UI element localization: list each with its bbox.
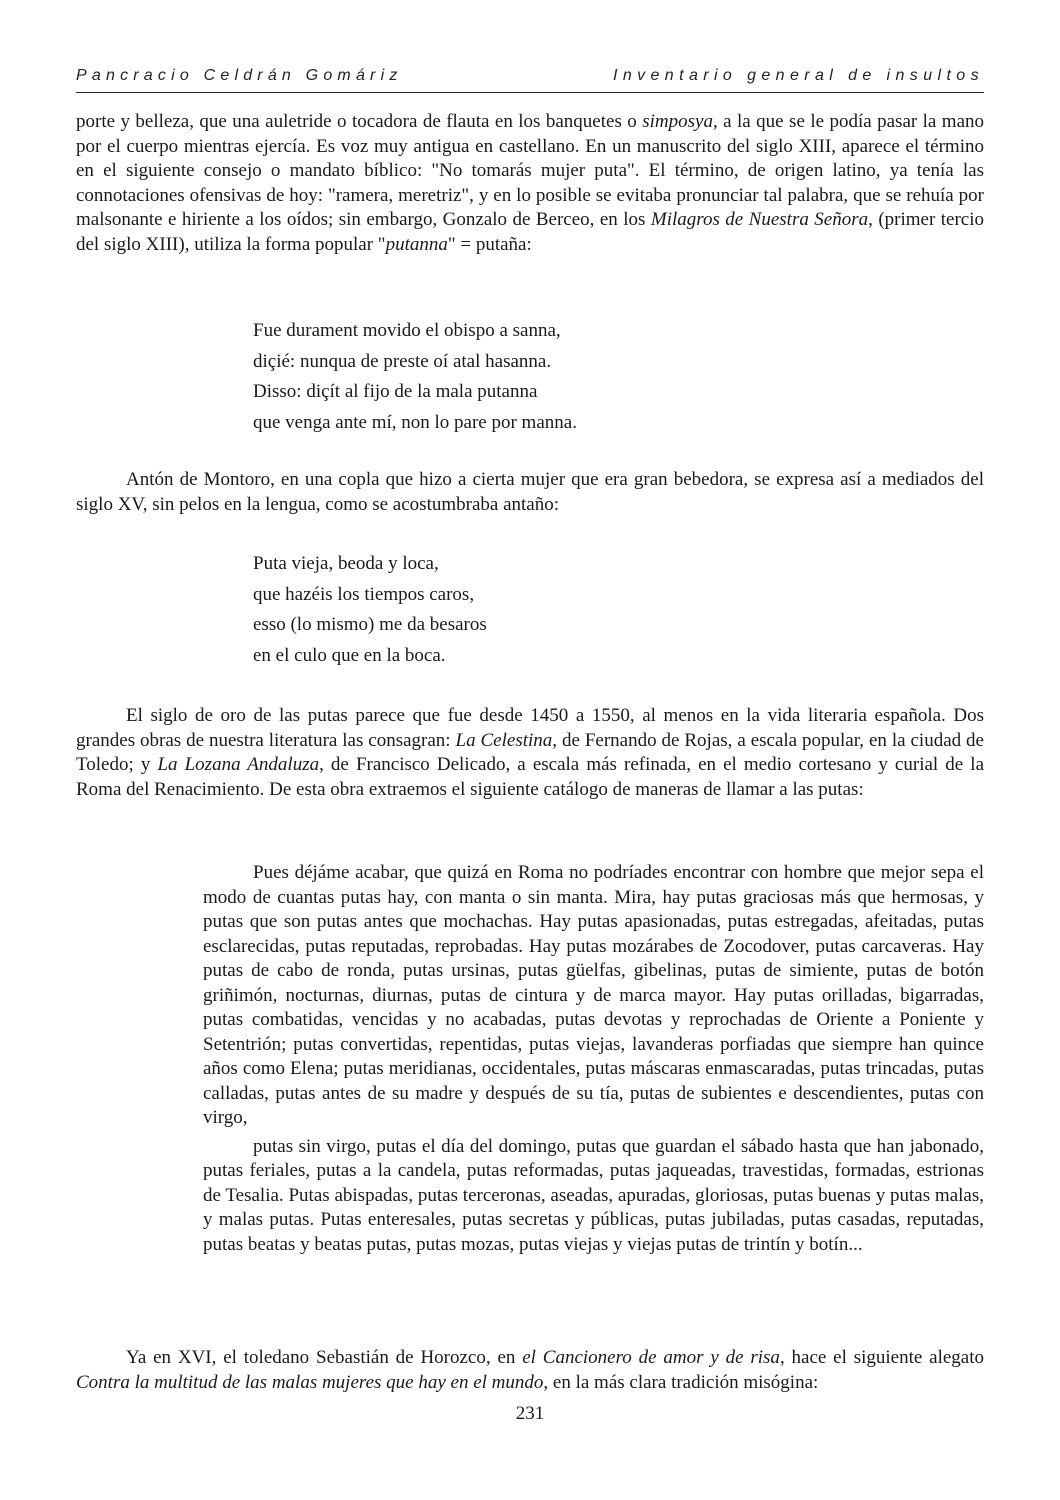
poem-line: en el culo que en la boca. <box>253 644 446 666</box>
text-run: porte y belleza, que una auletride o tocadora de flauta en los banquetes o <box>76 111 643 132</box>
text-run: Ya en XVI, el toledano Sebastián de Horozco, en <box>126 1347 523 1368</box>
poem-line: esso (lo mismo) me da besaros <box>253 614 487 635</box>
running-header <box>76 64 984 93</box>
quote-paragraph: Pues déjáme acabar, que quizá en Roma no podríades encontrar con hombre que mejor sepa el modo de cuantas putas hay, con manta o sin manta. Mira, hay putas graciosas más que hermosas, y putas que son putas antes que mochachas. Hay putas apasionadas, putas estregadas, afeitadas, putas esclarecidas, putas reputadas, reprobadas. Hay putas mozárabes de Zocodover, putas carcaveras. Hay putas de cabo de ronda, putas ursinas, putas güelfas, gibelinas, putas de simiente, putas de botón griñimón, nocturnas, diurnas, putas de cintura y de marca mayor. Hay putas orilladas, bigarradas, putas combatidas, vencidas y no acabadas, putas devotas y reprochadas de Oriente a Poniente y Setentrión; putas convertidas, repentidas, putas viejas, lavanderas porfiadas que siempre han quince años como Elena; putas meridianas, occidentales, putas máscaras enmascaradas, putas trincadas, putas calladas, putas antes de su madre y después de su tía, putas de subientes e descendientes, putas con virgo, <box>203 862 984 1128</box>
italic-work-title: el Cancionero de amor y de risa <box>522 1347 780 1368</box>
poem-berceo <box>253 316 577 438</box>
italic-work-title: Contra la multitud de las malas mujeres que hay en el mundo <box>76 1371 544 1393</box>
page-number: 231 <box>515 1403 545 1424</box>
paragraph-text: Antón de Montoro, en una copla que hizo a cierta mujer que era gran bebedora, se expresa así a mediados del siglo XV, sin pelos en la lengua, como se acostumbraba antaño: <box>76 469 984 515</box>
text-run: , de Fernando de Rojas, a escala popular, en la ciudad de Toledo; y <box>76 729 984 775</box>
text-run: , (primer tercio del siglo XIII), utiliza la forma popular " <box>76 209 984 255</box>
block-quote-lozana <box>203 861 984 1257</box>
text-run: , en la más clara tradición misógina: <box>543 1371 819 1393</box>
header-author: Pancracio Celdrán Gomáriz <box>76 67 403 84</box>
italic-work-title: La Celestina <box>455 729 553 751</box>
text-run: El siglo de oro de las putas parece que fue desde 1450 a 1550, al menos en la vida literaria española. Dos grandes obras de nuestra literatura las consagran: <box>76 705 984 751</box>
paragraph-3 <box>76 704 984 802</box>
paragraph-1 <box>76 110 984 257</box>
poem-line: Fue durament movido el obispo a sanna, <box>253 320 561 341</box>
italic-term: putanna <box>385 233 448 255</box>
paragraph-4 <box>76 1346 984 1395</box>
poem-line: diçié: nunqua de preste oí atal hasanna. <box>253 350 552 372</box>
italic-work-title: Milagros de Nuestra Señora <box>650 209 869 230</box>
poem-line: que venga ante mí, non lo pare por manna. <box>253 411 577 433</box>
header-book-title: Inventario general de insultos <box>612 67 984 84</box>
text-run: , hace el siguiente alegato <box>779 1347 984 1368</box>
poem-line: Disso: diçít al fijo de la mala putanna <box>253 381 538 402</box>
poem-line: que hazéis los tiempos caros, <box>253 583 475 605</box>
text-run: " = putaña: <box>447 233 532 255</box>
text-run: , de Francisco Delicado, a escala más refinada, en el medio cortesano y curial de la Roma del Renacimiento. De esta obra extraemos el siguiente catálogo de maneras de llamar a las putas: <box>76 754 984 800</box>
poem-line: Puta vieja, beoda y loca, <box>253 553 439 574</box>
italic-term: simposya <box>642 111 713 132</box>
paragraph-2 <box>76 468 984 517</box>
text-run: , a la que se le podía pasar la mano por el cuerpo mientras ejercía. Es voz muy antigua en castellano. En un manuscrito del siglo XIII, aparece el término en el siguiente consejo o mandato bíblico: "No tomarás mujer puta". El término, de origen latino, ya tenía las connotaciones ofensivas de hoy: "ramera, meretriz", y en lo posible se evitaba pronunciar tal palabra, que se rehuía por malsonante e hiriente a los oídos; sin embargo, Gonzalo de Berceo, en los <box>76 111 985 230</box>
quote-paragraph: putas sin virgo, putas el día del domingo, putas que guardan el sábado hasta que han jabonado, putas feriales, putas a la candela, putas reformadas, putas jaqueadas, travestidas, formadas, estrionas de Tesalia. Putas abispadas, putas terceronas, aseadas, apuradas, gloriosas, putas buenas y putas malas, y malas putas. Putas enteresales, putas secretas y públicas, putas jubiladas, putas casadas, reputadas, putas beatas y beatas putas, putas mozas, putas viejas y viejas putas de trintín y botín... <box>203 1135 984 1255</box>
italic-work-title: La Lozana Andaluza <box>157 754 320 775</box>
poem-montoro <box>253 549 487 671</box>
